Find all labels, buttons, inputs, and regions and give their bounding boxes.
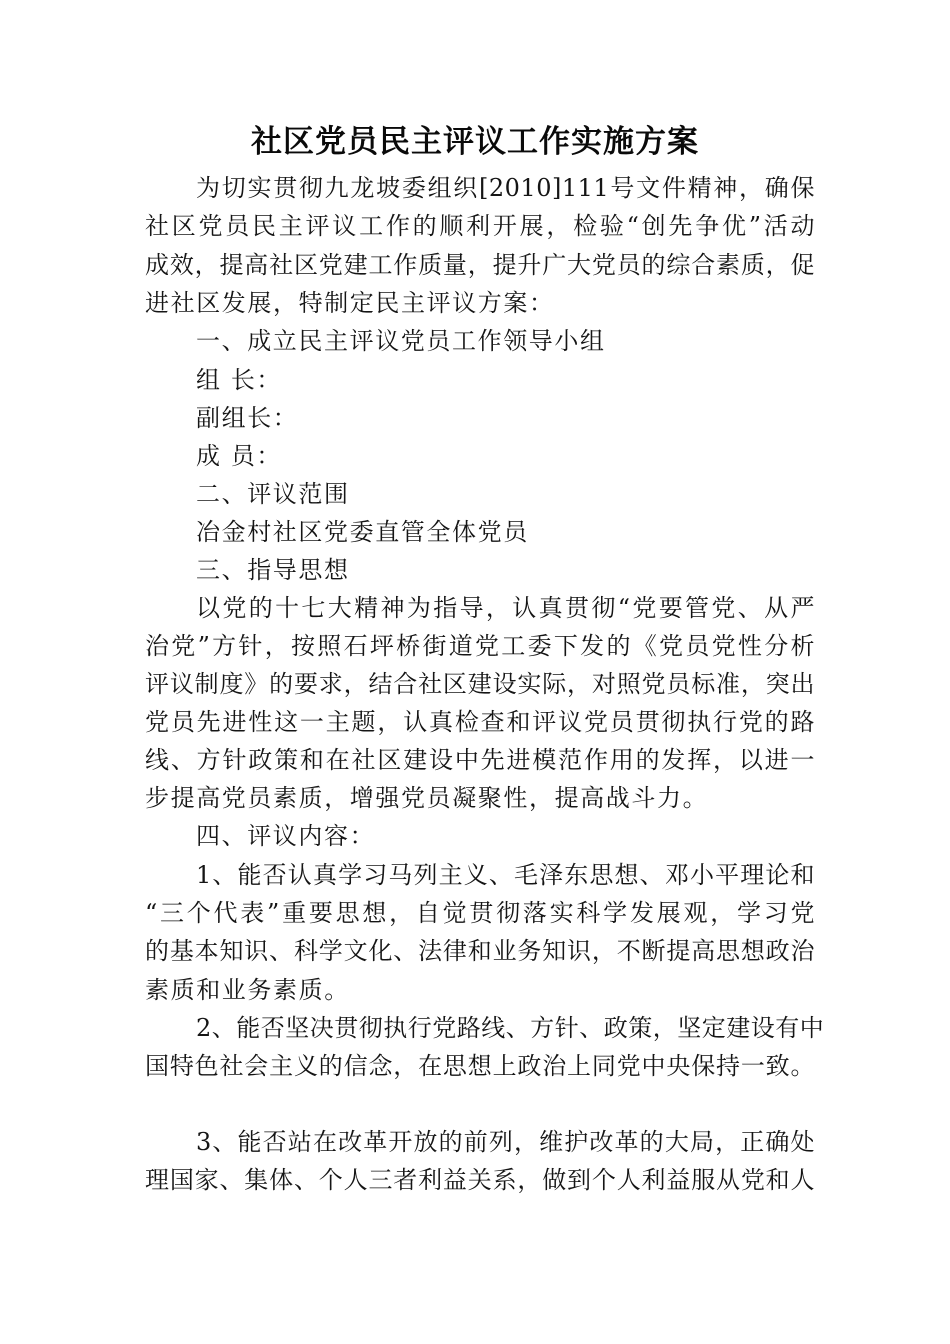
section-heading: 二、评议范围 [196,480,350,508]
section-heading: 四、评议内容： [196,822,376,850]
body-line: 社区党员民主评议工作的顺利开展，检验“创先争优”活动 [145,212,815,240]
body-line: 评议制度》的要求，结合社区建设实际，对照党员标准，突出 [145,670,815,698]
body-line: 的基本知识、科学文化、法律和业务知识，不断提高思想政治 [145,937,815,965]
body-line: 线、方针政策和在社区建设中先进模范作用的发挥，以进一 [145,746,815,774]
body-line: 党员先进性这一主题，认真检查和评议党员贯彻执行党的路 [145,708,815,736]
body-line: 步提高党员素质，增强党员凝聚性，提高战斗力。 [145,784,709,812]
body-line: 2、能否坚决贯彻执行党路线、方针、政策，坚定建设有中 [196,1014,825,1042]
body-line: 3、能否站在改革开放的前列，维护改革的大局，正确处 [196,1128,815,1156]
body-line: 理国家、集体、个人三者利益关系，做到个人利益服从党和人 [145,1166,815,1194]
section-heading: 三、指导思想 [196,556,350,584]
body-line: 成 员： [196,442,283,470]
body-line: 国特色社会主义的信念，在思想上政治上同党中央保持一致。 [145,1052,815,1080]
body-line: 为切实贯彻九龙坡委组织[2010]111号文件精神，确保 [196,174,815,202]
body-line: 1、能否认真学习马列主义、毛泽东思想、邓小平理论和 [196,861,815,889]
body-line: 组 长： [196,366,283,394]
body-line: “三个代表”重要思想，自觉贯彻落实科学发展观，学习党 [145,899,815,927]
section-heading: 一、成立民主评议党员工作领导小组 [196,327,606,355]
body-line: 进社区发展，特制定民主评议方案： [145,289,555,317]
body-line: 素质和业务素质。 [145,976,350,1004]
body-line: 以党的十七大精神为指导，认真贯彻“党要管党、从严 [196,594,815,622]
document-title: 社区党员民主评议工作实施方案 [251,124,699,160]
body-line: 成效，提高社区党建工作质量，提升广大党员的综合素质，促 [145,251,815,279]
body-line: 冶金村社区党委直管全体党员 [196,518,529,546]
body-line: 副组长： [196,404,299,432]
body-line: 治党”方针，按照石坪桥街道党工委下发的《党员党性分析 [145,632,815,660]
